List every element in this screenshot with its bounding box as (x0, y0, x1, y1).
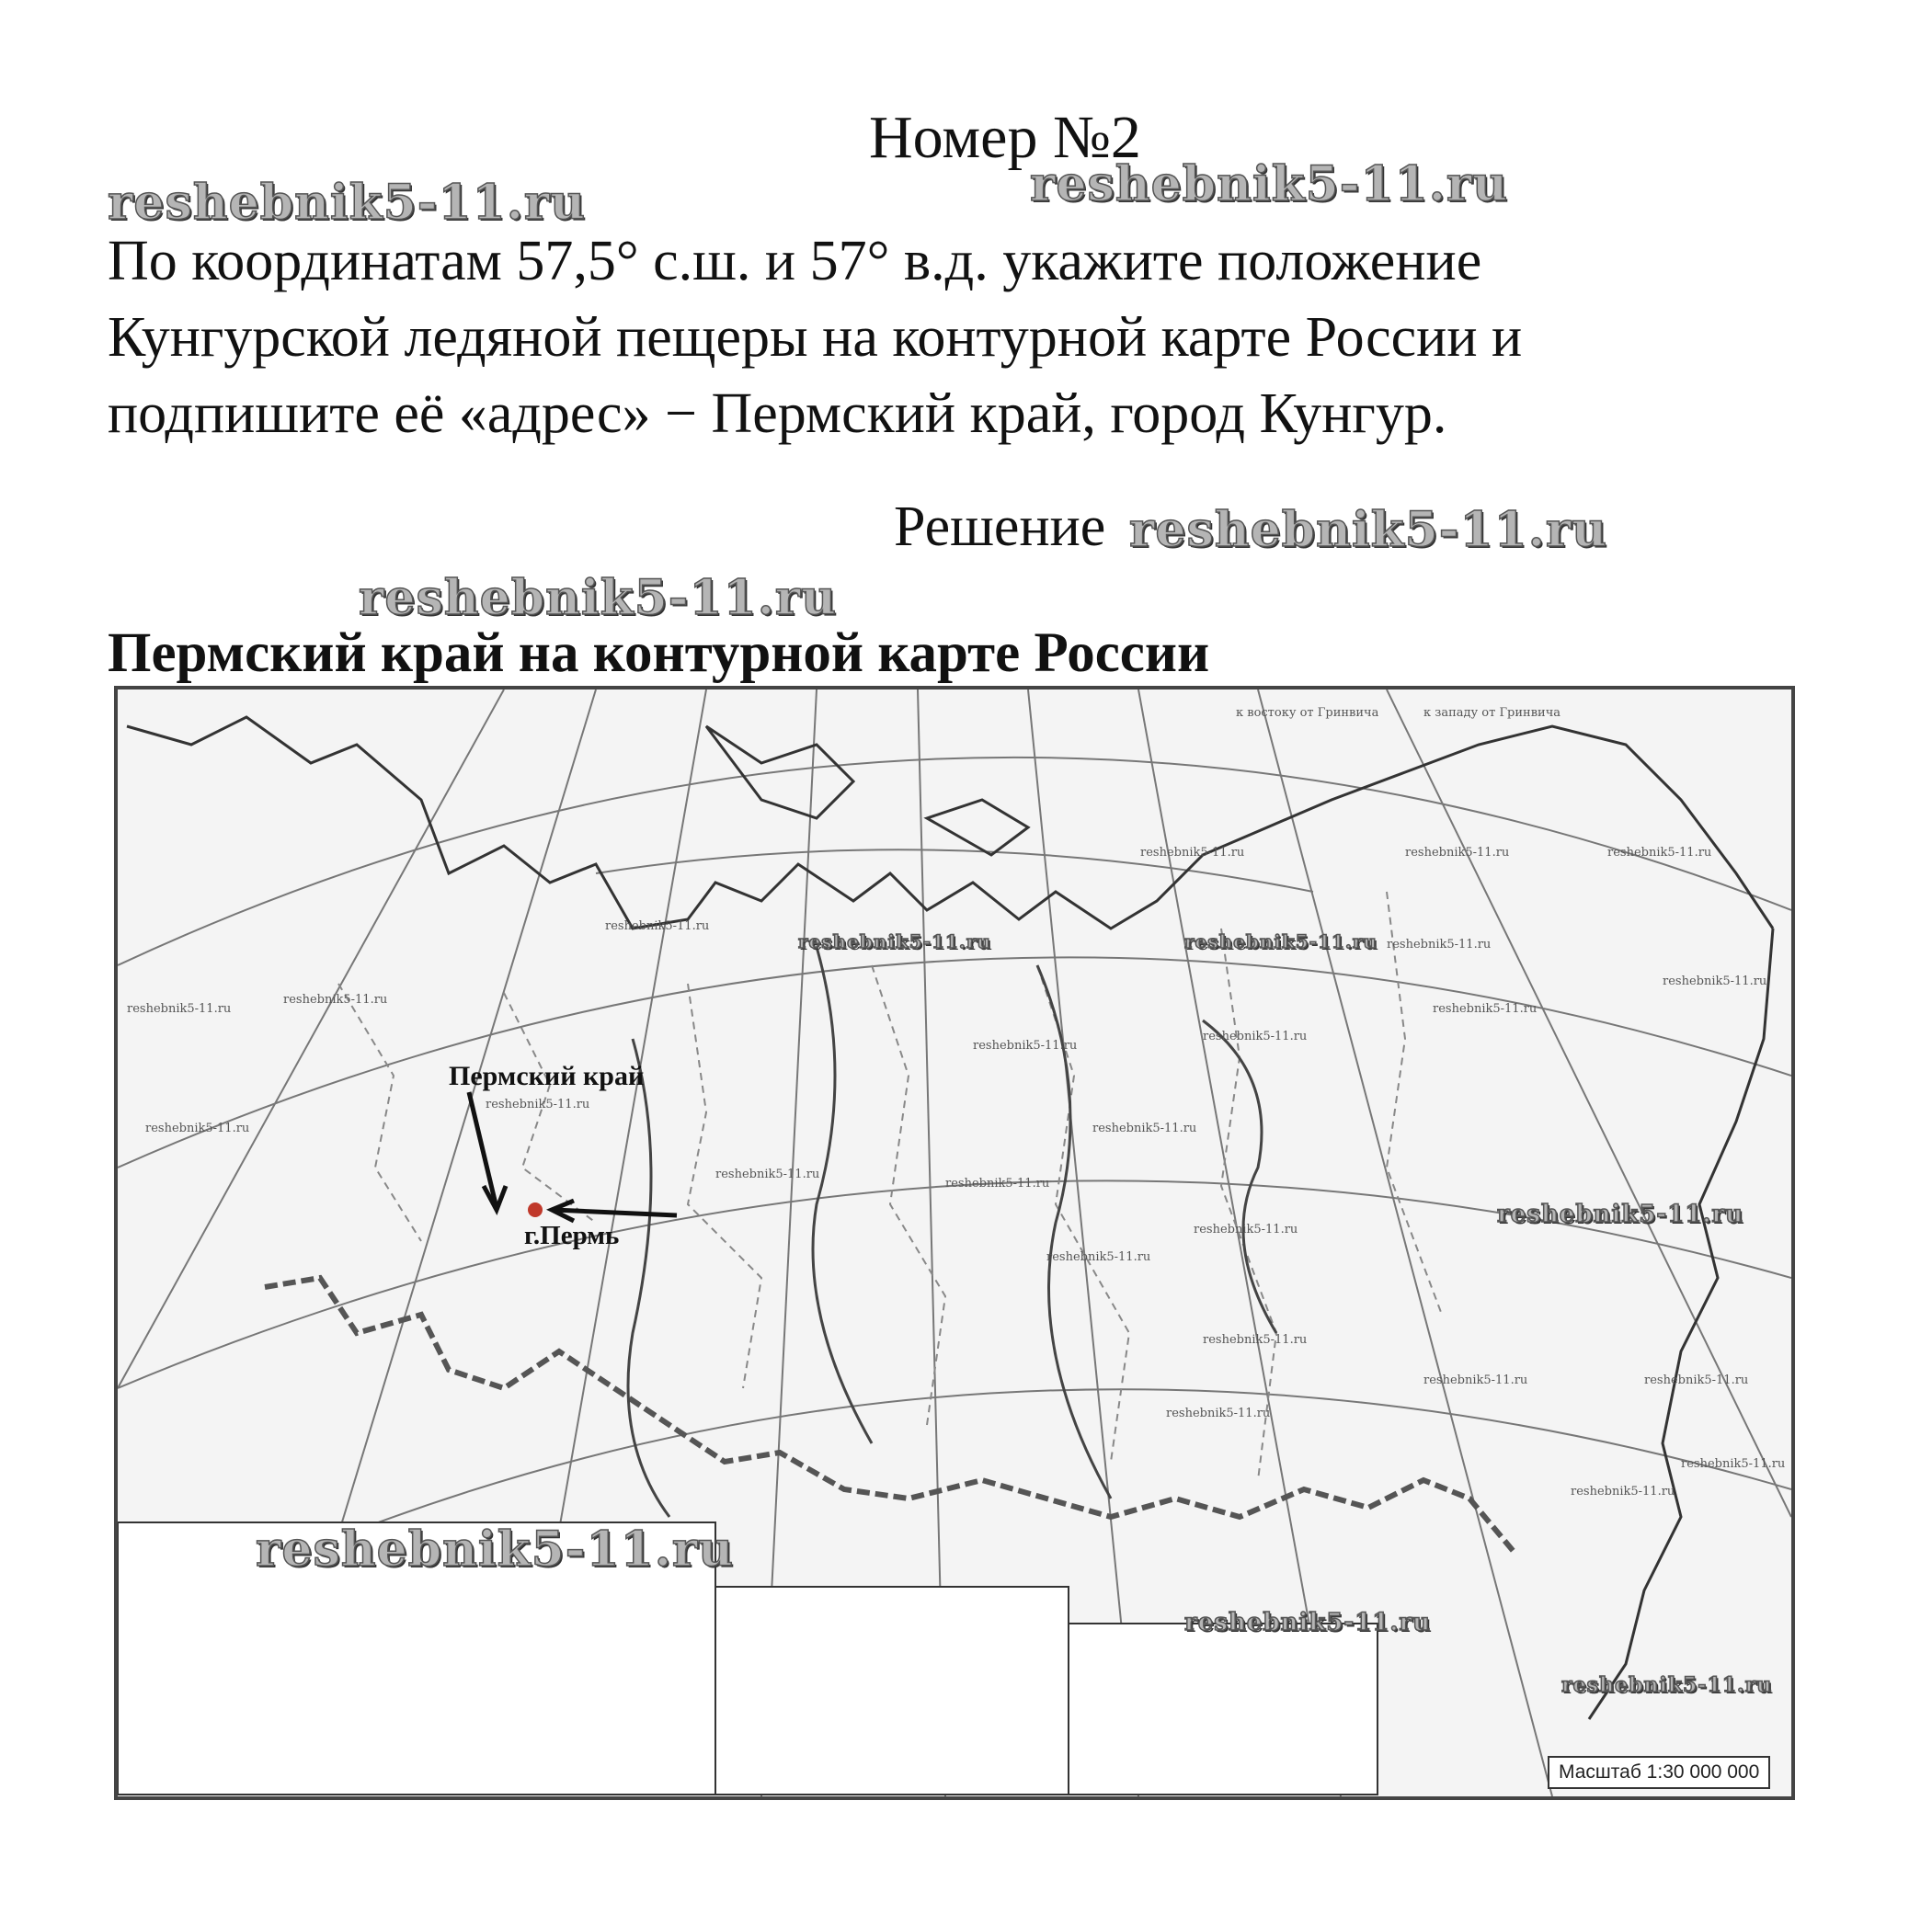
watermark: reshebnik5-11.ru (108, 175, 587, 231)
watermark: reshebnik5-11.ru (1644, 1373, 1749, 1387)
watermark: reshebnik5-11.ru (1561, 1673, 1773, 1697)
watermark: reshebnik5-11.ru (1681, 1457, 1786, 1471)
watermark: reshebnik5-11.ru (1203, 1030, 1308, 1043)
watermark: reshebnik5-11.ru (359, 570, 838, 626)
region-label: Пермский край (449, 1061, 645, 1091)
watermark: reshebnik5-11.ru (1046, 1250, 1151, 1264)
map-drawing (118, 689, 1791, 1796)
watermark: reshebnik5-11.ru (605, 919, 710, 933)
watermark: reshebnik5-11.ru (1387, 938, 1492, 952)
task-text (108, 223, 1836, 452)
watermark: reshebnik5-11.ru (127, 1002, 232, 1016)
watermark: reshebnik5-11.ru (1129, 502, 1608, 558)
watermark: reshebnik5-11.ru (1140, 846, 1245, 860)
state-border (265, 1278, 1515, 1554)
task-line: подпишите её «адрес» − Пермский край, город Кунгур. (108, 382, 1447, 445)
watermark: reshebnik5-11.ru (1030, 156, 1509, 212)
watermark: reshebnik5-11.ru (1423, 1373, 1528, 1387)
city-label: г.Пермь (524, 1221, 620, 1250)
solution-label: Решение (894, 496, 1106, 558)
watermark: reshebnik5-11.ru (283, 993, 388, 1007)
contour-map (114, 686, 1795, 1800)
watermark: reshebnik5-11.ru (973, 1039, 1078, 1053)
watermark: reshebnik5-11.ru (1405, 846, 1510, 860)
watermark: reshebnik5-11.ru (715, 1168, 820, 1181)
map-scale: Масштаб 1:30 000 000 (1548, 1756, 1770, 1789)
task-line: Кунгурской ледяной пещеры на контурной карте России и (108, 306, 1523, 369)
watermark: reshebnik5-11.ru (1194, 1223, 1298, 1237)
pointer-arrows (469, 1092, 677, 1221)
map-title: Пермский край на контурной карте России (108, 622, 1210, 684)
watermark: reshebnik5-11.ru (1184, 1609, 1432, 1636)
watermark: reshebnik5-11.ru (1166, 1407, 1271, 1420)
watermark: reshebnik5-11.ru (256, 1521, 735, 1578)
watermark: reshebnik5-11.ru (1184, 930, 1378, 952)
rivers (628, 947, 1276, 1517)
watermark: reshebnik5-11.ru (486, 1098, 590, 1111)
watermark: reshebnik5-11.ru (1092, 1122, 1197, 1135)
watermark: reshebnik5-11.ru (945, 1177, 1050, 1191)
watermark: reshebnik5-11.ru (1663, 974, 1767, 988)
watermark: reshebnik5-11.ru (798, 930, 991, 952)
map-top-label: к востоку от Гринвича (1236, 706, 1379, 720)
watermark: reshebnik5-11.ru (1433, 1002, 1538, 1016)
watermark: reshebnik5-11.ru (1607, 846, 1712, 860)
watermark: reshebnik5-11.ru (1497, 1201, 1744, 1228)
task-line: По координатам 57,5° с.ш. и 57° в.д. укажите положение (108, 230, 1482, 292)
perm-city-marker (528, 1202, 543, 1217)
number-title: Номер №2 (869, 104, 1141, 171)
watermark: reshebnik5-11.ru (145, 1122, 250, 1135)
watermark: reshebnik5-11.ru (1571, 1485, 1675, 1499)
watermark: reshebnik5-11.ru (1203, 1333, 1308, 1347)
map-top-label: к западу от Гринвича (1423, 706, 1561, 720)
